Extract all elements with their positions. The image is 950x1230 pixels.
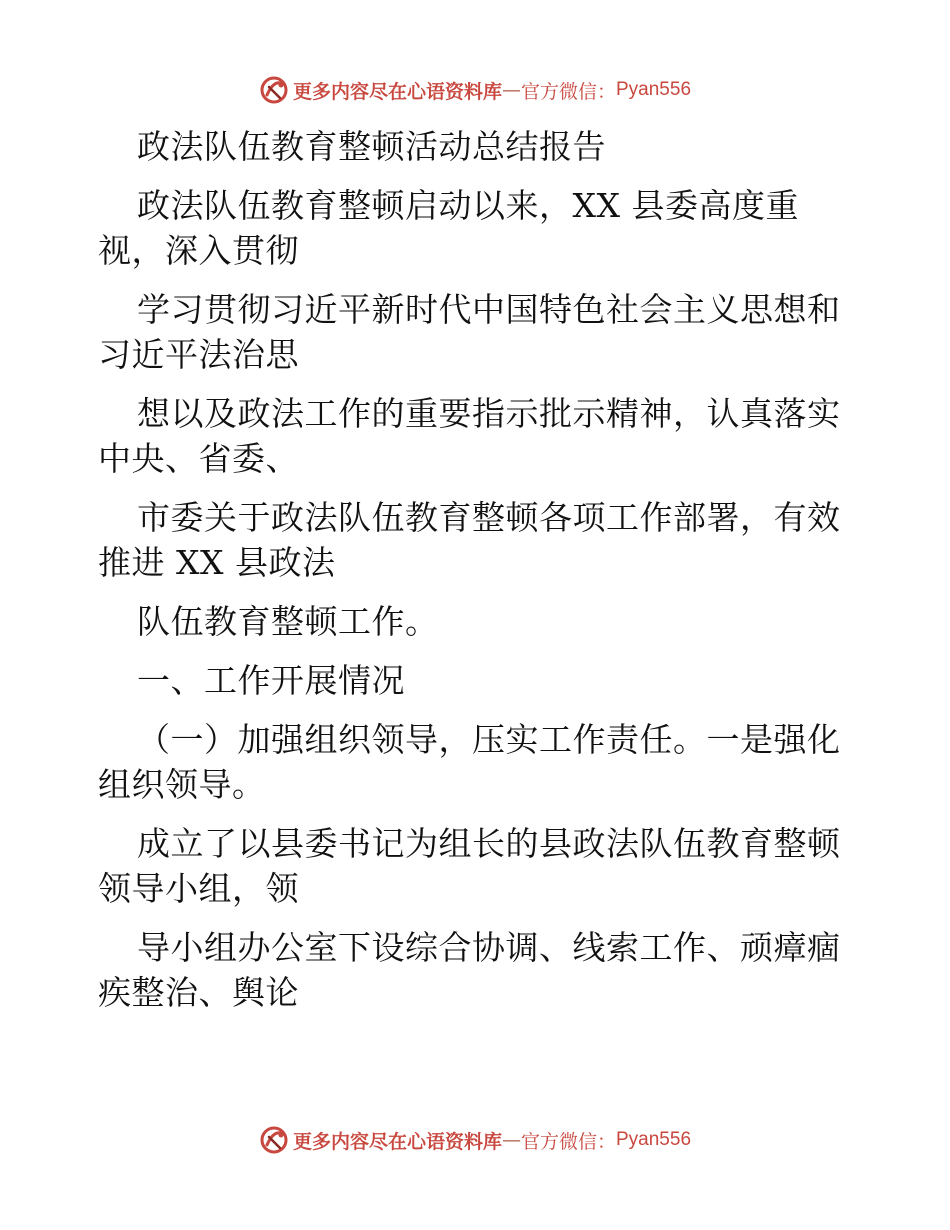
- paragraph-line: 疾整治、舆论: [98, 973, 299, 1012]
- paragraph-line: 组织领导。: [98, 765, 266, 804]
- red-swirl-logo-icon: [259, 1125, 289, 1155]
- footer-banner: [0, 1120, 950, 1160]
- paragraph-line: 学习贯彻习近平新时代中国特色社会主义思想和: [137, 290, 841, 329]
- banner-separator: —: [501, 1129, 521, 1151]
- banner-wechat-label: 官方微信：: [520, 80, 616, 103]
- paragraph-line: 队伍教育整顿工作。: [137, 602, 439, 641]
- paragraph-line: 想以及政法工作的重要指示批示精神，认真落实: [137, 394, 841, 433]
- red-swirl-logo-icon: [259, 75, 289, 105]
- banner-wechat-id: Pyan556: [616, 79, 692, 100]
- paragraph-line: 领导小组，领: [98, 869, 299, 908]
- paragraph-line: 市委关于政法队伍教育整顿各项工作部署，有效: [137, 498, 841, 537]
- paragraph-line: 政法队伍教育整顿启动以来，XX 县委高度重: [137, 186, 799, 225]
- banner-wechat-label: 官方微信：: [520, 1130, 616, 1153]
- paragraph-line: 推进 XX 县政法: [98, 543, 336, 582]
- banner-wechat-id: Pyan556: [616, 1129, 692, 1150]
- banner-text: 更多内容尽在心语资料库: [292, 1130, 502, 1153]
- paragraph-line: 中央、省委、: [98, 439, 299, 478]
- paragraph-line: 习近平法治思: [98, 335, 299, 374]
- section-heading: 一、工作开展情况: [137, 661, 405, 700]
- paragraph-line: （一）加强组织领导，压实工作责任。一是强化: [137, 720, 841, 759]
- document-body: [98, 124, 858, 1015]
- paragraph-line: 导小组办公室下设综合协调、线索工作、顽瘴痼: [137, 928, 841, 967]
- banner-text: 更多内容尽在心语资料库: [292, 80, 502, 103]
- paragraph-line: 视，深入贯彻: [98, 231, 299, 270]
- document-title: 政法队伍教育整顿活动总结报告: [137, 127, 606, 166]
- banner-separator: —: [501, 79, 521, 101]
- paragraph-line: 成立了以县委书记为组长的县政法队伍教育整顿: [137, 824, 841, 863]
- header-banner: [0, 70, 950, 110]
